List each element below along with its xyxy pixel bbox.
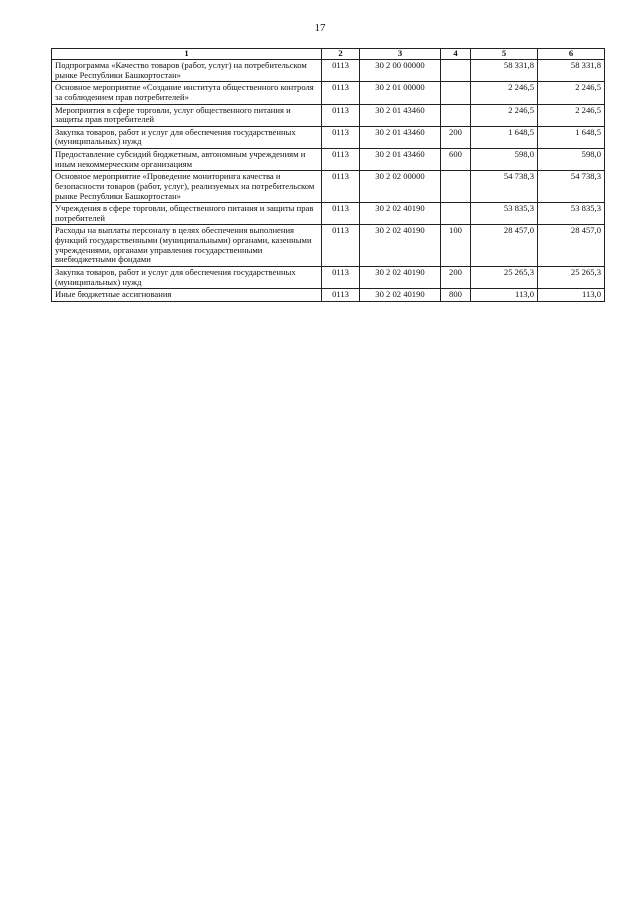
row-expense-type [441,203,471,225]
table-row [52,203,605,225]
row-amount-5: 58 331,8 [471,60,538,82]
row-amount-5: 54 738,3 [471,171,538,203]
table-row [52,225,605,267]
table-row [52,60,605,82]
row-name: Мероприятия в сфере торговли, услуг общественного питания и защиты прав потребителей [52,104,322,126]
row-amount-6: 28 457,0 [538,225,605,267]
row-amount-6: 2 246,5 [538,82,605,104]
row-name: Учреждения в сфере торговли, общественного питания и защиты прав потребителей [52,203,322,225]
table-row [52,104,605,126]
table-row [52,171,605,203]
row-amount-6: 53 835,3 [538,203,605,225]
row-amount-5: 25 265,3 [471,266,538,288]
header-col-3: 3 [360,49,441,60]
table-row [52,82,605,104]
row-amount-6: 25 265,3 [538,266,605,288]
row-target-code: 30 2 02 00000 [360,171,441,203]
row-target-code: 30 2 02 40190 [360,225,441,267]
row-target-code: 30 2 01 43460 [360,126,441,148]
row-amount-5: 598,0 [471,149,538,171]
row-section: 0113 [322,149,360,171]
row-expense-type: 800 [441,289,471,302]
table-row [52,126,605,148]
row-amount-6: 54 738,3 [538,171,605,203]
row-target-code: 30 2 01 00000 [360,82,441,104]
row-amount-6: 598,0 [538,149,605,171]
row-section: 0113 [322,266,360,288]
row-expense-type: 200 [441,126,471,148]
row-amount-5: 113,0 [471,289,538,302]
row-section: 0113 [322,225,360,267]
row-amount-6: 58 331,8 [538,60,605,82]
row-amount-6: 2 246,5 [538,104,605,126]
page-number: 17 [314,22,326,34]
header-col-4: 4 [441,49,471,60]
row-expense-type [441,104,471,126]
row-section: 0113 [322,203,360,225]
row-amount-6: 1 648,5 [538,126,605,148]
row-name: Закупка товаров, работ и услуг для обеспечения государственных (муниципальных) нужд [52,126,322,148]
row-section: 0113 [322,171,360,203]
row-amount-5: 28 457,0 [471,225,538,267]
row-target-code: 30 2 02 40190 [360,266,441,288]
row-target-code: 30 2 01 43460 [360,149,441,171]
row-amount-5: 2 246,5 [471,104,538,126]
row-amount-5: 2 246,5 [471,82,538,104]
header-col-5: 5 [471,49,538,60]
table-row [52,289,605,302]
table-row [52,266,605,288]
row-name: Подпрограмма «Качество товаров (работ, услуг) на потребительском рынке Республики Башкортостан» [52,60,322,82]
header-col-6: 6 [538,49,605,60]
table-row [52,149,605,171]
budget-table [51,48,605,302]
row-expense-type: 100 [441,225,471,267]
row-section: 0113 [322,60,360,82]
row-target-code: 30 2 02 40190 [360,289,441,302]
row-expense-type [441,171,471,203]
row-section: 0113 [322,126,360,148]
table-header-row [52,49,605,60]
row-amount-6: 113,0 [538,289,605,302]
row-target-code: 30 2 01 43460 [360,104,441,126]
row-target-code: 30 2 02 40190 [360,203,441,225]
row-name: Основное мероприятие «Создание института общественного контроля за соблюдением прав потребителей» [52,82,322,104]
row-expense-type: 200 [441,266,471,288]
row-name: Основное мероприятие «Проведение мониторинга качества и безопасности товаров (работ, услуг), реализуемых на потребительском рынке Республики Башкортостан» [52,171,322,203]
row-name: Закупка товаров, работ и услуг для обеспечения государственных (муниципальных) нужд [52,266,322,288]
row-expense-type: 600 [441,149,471,171]
row-section: 0113 [322,82,360,104]
row-target-code: 30 2 00 00000 [360,60,441,82]
row-name: Иные бюджетные ассигнования [52,289,322,302]
row-name: Предоставление субсидий бюджетным, автономным учреждениям и иным некоммерческим организациям [52,149,322,171]
row-section: 0113 [322,289,360,302]
row-amount-5: 53 835,3 [471,203,538,225]
row-name: Расходы на выплаты персоналу в целях обеспечения выполнения функций государственными (муниципальными) органами, казенными учреждениями, органами управления государственными внебюджетными фондами [52,225,322,267]
row-amount-5: 1 648,5 [471,126,538,148]
header-col-2: 2 [322,49,360,60]
row-section: 0113 [322,104,360,126]
row-expense-type [441,60,471,82]
row-expense-type [441,82,471,104]
header-col-1: 1 [52,49,322,60]
